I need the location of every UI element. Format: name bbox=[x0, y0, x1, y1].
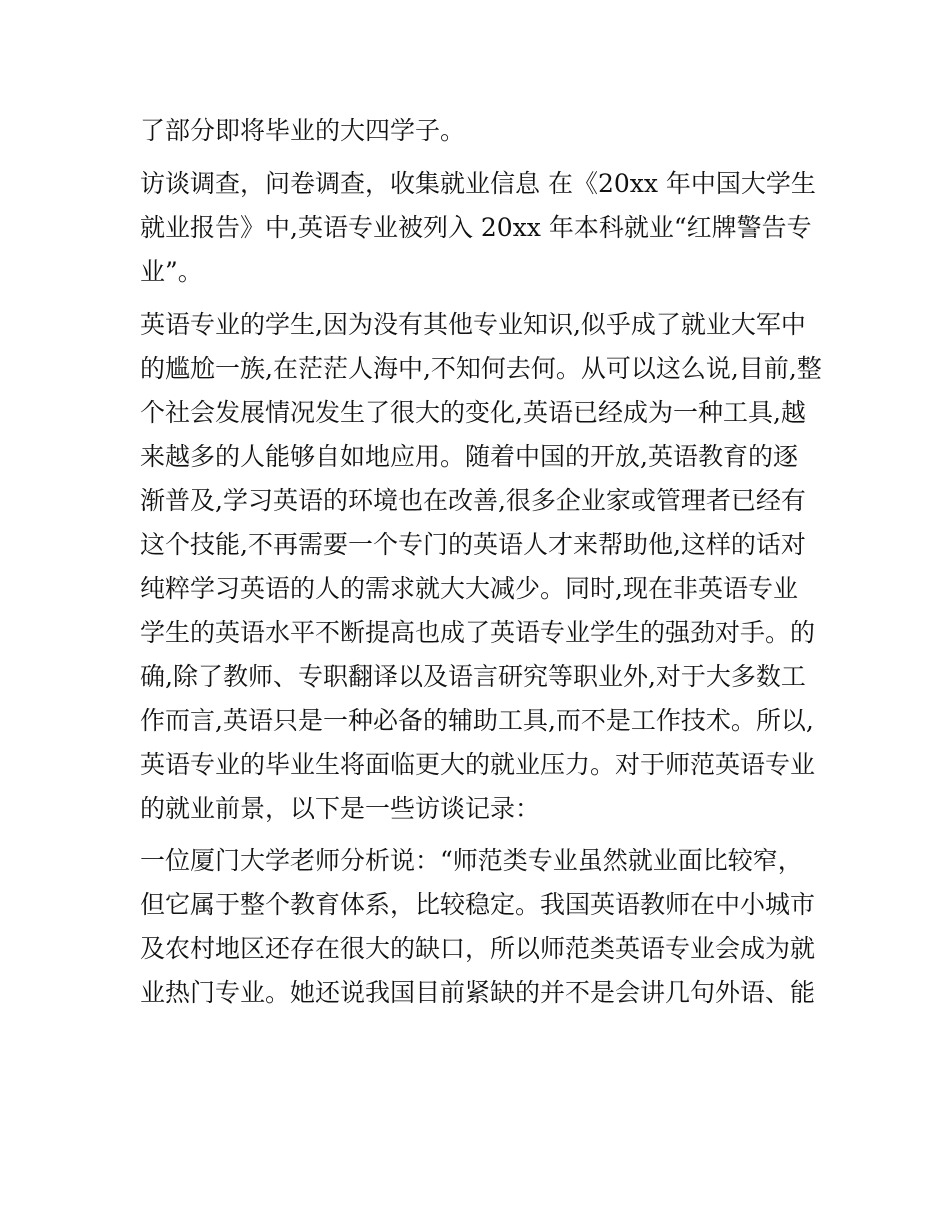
text-line: 渐普及,学习英语的环境也在改善,很多企业家或管理者已经有 bbox=[140, 486, 806, 515]
text-line: 的就业前景，以下是一些访谈记录： bbox=[140, 794, 541, 823]
text-line: 但它属于整个教育体系，比较稳定。我国英语教师在中小城市 bbox=[140, 890, 816, 919]
text-line: 业热门专业。她还说我国目前紧缺的并不是会讲几句外语、能 bbox=[140, 978, 816, 1007]
text-line: 纯粹学习英语的人的需求就大大减少。同时,现在非英语专业 bbox=[140, 574, 798, 603]
text-line: 学生的英语水平不断提高也成了英语专业学生的强劲对手。的 bbox=[140, 618, 816, 647]
text-line: 来越多的人能够自如地应用。随着中国的开放,英语教育的逐 bbox=[140, 442, 798, 471]
paragraph-1 bbox=[140, 109, 820, 153]
text-line: 就业报告》中,英语专业被列入 20xx 年本科就业“红牌警告专 bbox=[140, 213, 812, 242]
paragraph-3 bbox=[140, 303, 820, 831]
text-line: 一位厦门大学老师分析说：“师范类专业虽然就业面比较窄， bbox=[140, 846, 803, 875]
text-line: 访谈调查，问卷调查，收集就业信息 在《20xx 年中国大学生 bbox=[140, 169, 816, 198]
text-line: 业”。 bbox=[140, 257, 203, 286]
text-line: 英语专业的毕业生将面临更大的就业压力。对于师范英语专业 bbox=[140, 750, 816, 779]
text-line: 作而言,英语只是一种必备的辅助工具,而不是工作技术。所以, bbox=[140, 706, 814, 735]
text-line: 个社会发展情况发生了很大的变化,英语已经成为一种工具,越 bbox=[140, 398, 806, 427]
text-line: 确,除了教师、专职翻译以及语言研究等职业外,对于大多数工 bbox=[140, 662, 806, 691]
document-body bbox=[140, 109, 820, 1015]
paragraph-4 bbox=[140, 839, 820, 1015]
text-line: 英语专业的学生,因为没有其他专业知识,似乎成了就业大军中 bbox=[140, 310, 806, 339]
text-line: 的尴尬一族,在茫茫人海中,不知何去何。从可以这么说,目前,整 bbox=[140, 354, 822, 383]
paragraph-2 bbox=[140, 162, 820, 294]
text-line: 及农村地区还存在很大的缺口，所以师范类英语专业会成为就 bbox=[140, 934, 816, 963]
text-line: 了部分即将毕业的大四学子。 bbox=[140, 116, 466, 145]
text-line: 这个技能,不再需要一个专门的英语人才来帮助他,这样的话对 bbox=[140, 530, 806, 559]
